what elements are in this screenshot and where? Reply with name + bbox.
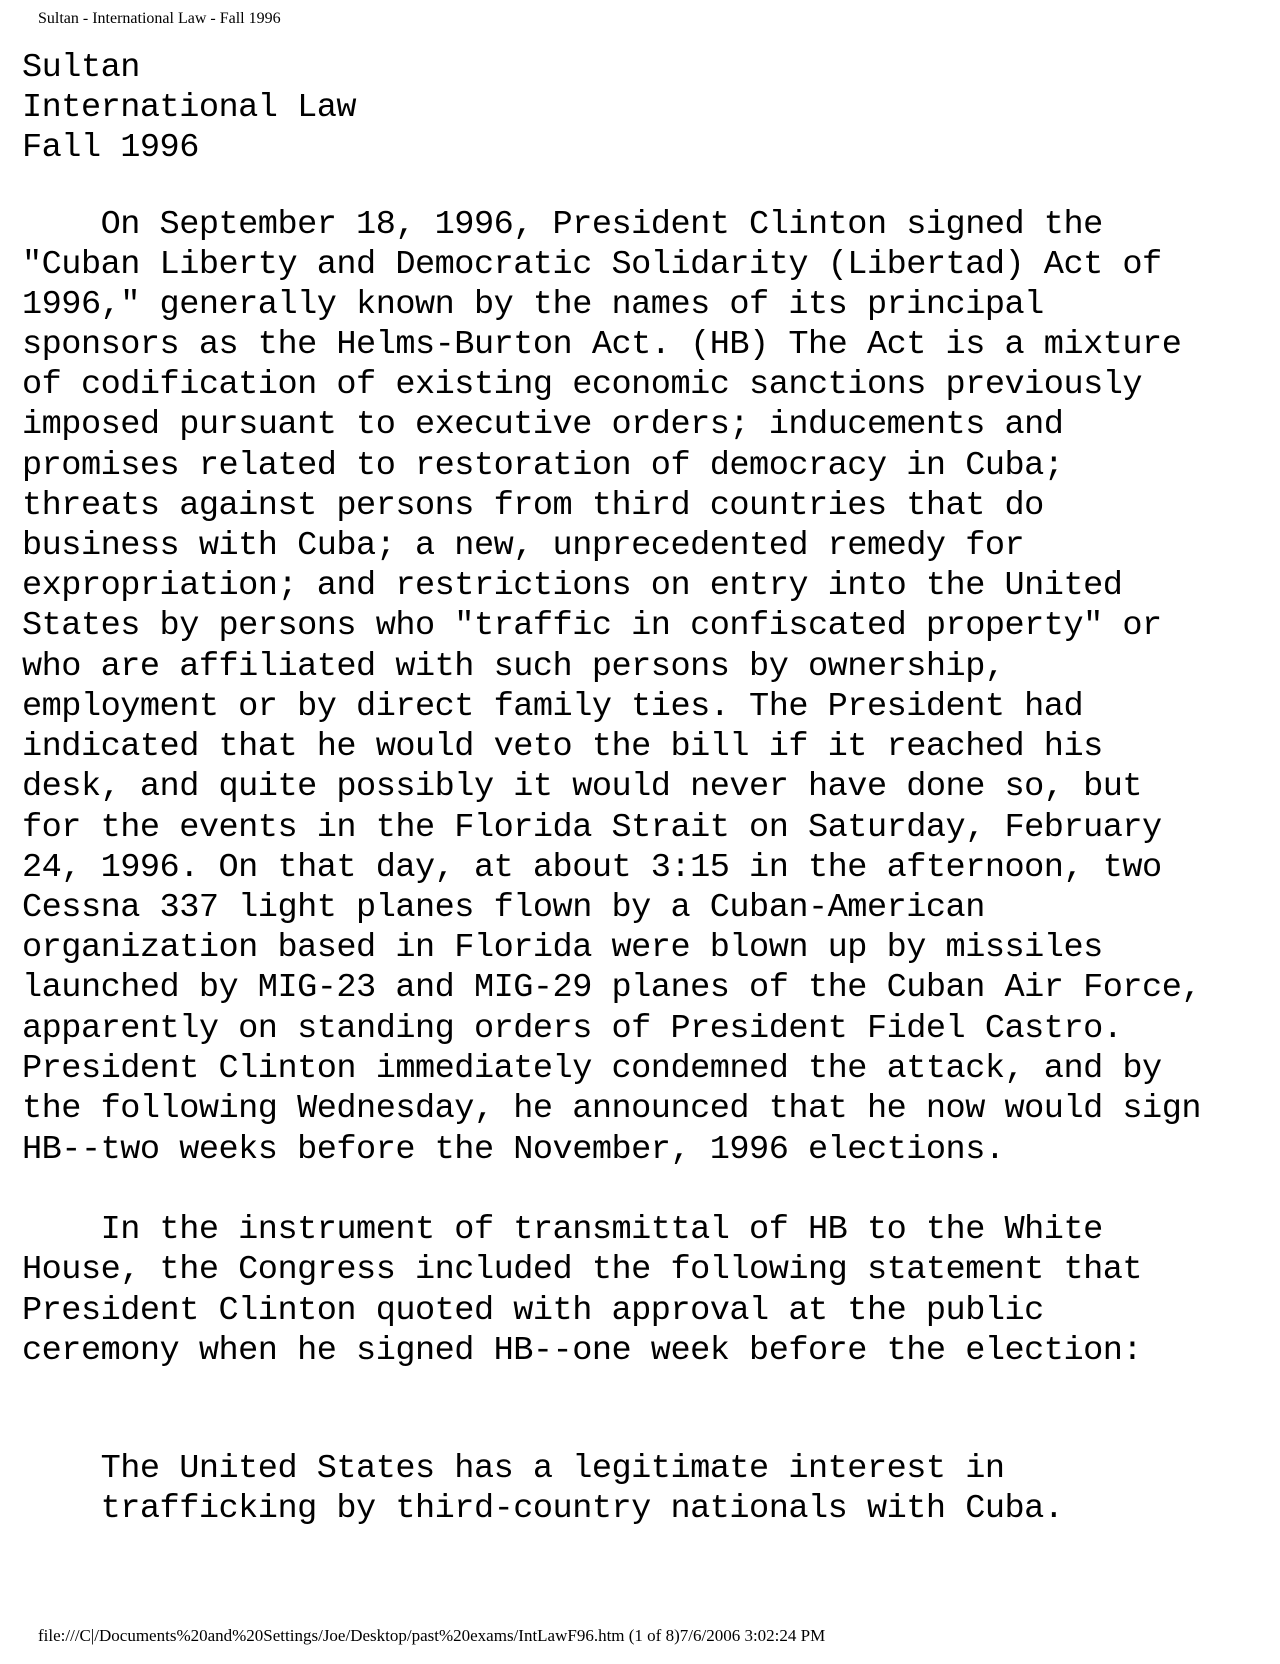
- paragraph1-line: apparently on standing orders of President Fidel Castro.: [22, 1010, 1123, 1048]
- paragraph1-line: promises related to restoration of democracy in Cuba;: [22, 447, 1064, 485]
- heading-course: International Law: [22, 89, 357, 127]
- paragraph1-line: 24, 1996. On that day, at about 3:15 in the afternoon, two: [22, 849, 1162, 887]
- paragraph1-line: President Clinton immediately condemned the attack, and by: [22, 1050, 1162, 1088]
- paragraph1-line: for the events in the Florida Strait on Saturday, February: [22, 809, 1162, 847]
- paragraph1-line: HB--two weeks before the November, 1996 elections.: [22, 1131, 1005, 1169]
- paragraph1-line: employment or by direct family ties. The President had: [22, 688, 1084, 726]
- paragraph1-line: imposed pursuant to executive orders; inducements and: [22, 406, 1064, 444]
- paragraph1-line: 1996," generally known by the names of its principal: [22, 286, 1044, 324]
- paragraph1-line: desk, and quite possibly it would never have done so, but: [22, 768, 1143, 806]
- paragraph1-line: States by persons who "traffic in confiscated property" or: [22, 607, 1162, 645]
- paragraph2-line: President Clinton quoted with approval at the public: [22, 1292, 1044, 1330]
- paragraph1-line: business with Cuba; a new, unprecedented remedy for: [22, 527, 1025, 565]
- print-footer: file:///C|/Documents%20and%20Settings/Joe/Desktop/past%20exams/IntLawF96.htm (1 of 8)7/6/2006 3:02:24 PM: [38, 1626, 826, 1645]
- paragraph2-line: House, the Congress included the following statement that: [22, 1251, 1143, 1289]
- paragraph1-line: organization based in Florida were blown up by missiles: [22, 929, 1103, 967]
- paragraph1-line: threats against persons from third countries that do: [22, 487, 1044, 525]
- quote-line: trafficking by third-country nationals with Cuba.: [22, 1490, 1064, 1528]
- paragraph1-line: the following Wednesday, he announced that he now would sign: [22, 1090, 1202, 1128]
- paragraph1-line: indicated that he would veto the bill if it reached his: [22, 728, 1103, 766]
- print-header: Sultan - International Law - Fall 1996: [38, 10, 281, 27]
- paragraph1-line: expropriation; and restrictions on entry into the United: [22, 567, 1123, 605]
- paragraph1-line: "Cuban Liberty and Democratic Solidarity (Libertad) Act of: [22, 246, 1162, 284]
- paragraph1-line: On September 18, 1996, President Clinton signed the: [22, 206, 1103, 244]
- paragraph1-line: who are affiliated with such persons by ownership,: [22, 648, 1005, 686]
- paragraph1-line: Cessna 337 light planes flown by a Cuban-American: [22, 889, 985, 927]
- paragraph2-line: ceremony when he signed HB--one week before the election:: [22, 1332, 1143, 1370]
- paragraph1-line: launched by MIG-23 and MIG-29 planes of the Cuban Air Force,: [22, 969, 1202, 1007]
- document-body: [22, 0, 1272, 1664]
- heading-author: Sultan: [22, 49, 140, 87]
- heading-term: Fall 1996: [22, 129, 199, 167]
- paragraph1-line: sponsors as the Helms-Burton Act. (HB) The Act is a mixture: [22, 326, 1182, 364]
- quote-line: The United States has a legitimate interest in: [22, 1450, 1005, 1488]
- paragraph2-line: In the instrument of transmittal of HB to the White: [22, 1211, 1103, 1249]
- paragraph1-line: of codification of existing economic sanctions previously: [22, 366, 1143, 404]
